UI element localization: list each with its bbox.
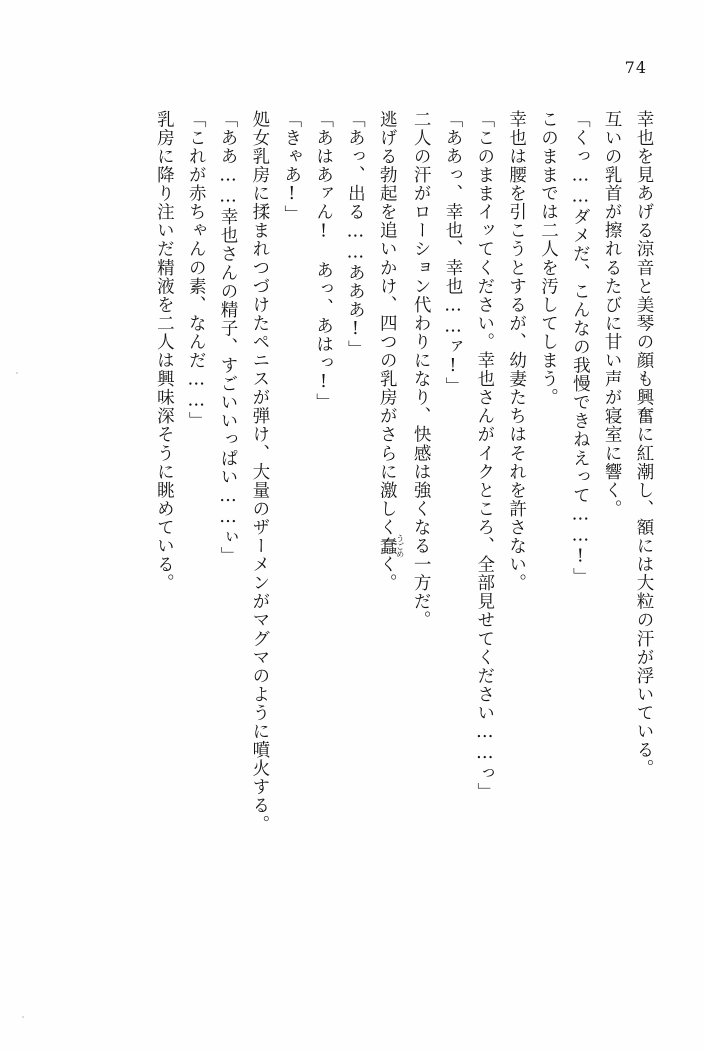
text-line: 幸也は腰を引こうとするが、幼妻たちはそれを許さない。 <box>506 110 527 593</box>
text-line: 逃げる勃起を追いかけ、四つの乳房がさらに激しく蠢うごめく。 <box>377 110 405 593</box>
paper-speck <box>16 372 18 374</box>
vertical-text-body <box>60 110 659 980</box>
text-line: 互いの乳首が擦れるたびに甘い声が寝室に響く。 <box>602 110 623 519</box>
text-line: 「きゃあ!」 <box>281 110 302 224</box>
paper-speck <box>22 1016 24 1018</box>
ruby-annotation: 蠢うごめ <box>377 533 405 558</box>
text-line: 「このままイッてください。幸也さんがイクところ、全部見せてください……っ」 <box>474 110 495 802</box>
text-line: 「これが赤ちゃんの素、なんだ……」 <box>186 110 207 431</box>
page-number: 74 <box>624 58 647 77</box>
text-line: 処女乳房に揉まれつづけたペニスが弾け、大量のザーメンがマグマのように噴火する。 <box>249 110 270 834</box>
text-line: 二人の汗がローション代わりになり、快感は強くなる一方だ。 <box>411 110 432 630</box>
text-line: 幸也を見あげる涼音と美琴の顔も興奮に紅潮し、額には大粒の汗が浮いている。 <box>634 110 654 778</box>
text-line: このままでは二人を汚してしまう。 <box>538 110 559 407</box>
text-line: 「くっ……ダメだ、こんなの我慢できねえって……!」 <box>570 110 591 587</box>
text-line: 乳房に降り注いだ精液を二人は興味深そうに眺めている。 <box>154 110 175 593</box>
text-line: 「ああ……幸也さんの精子、すごいいっぱい……ぃ」 <box>218 110 239 566</box>
text-line: 「ああっ、幸也、幸也……ァ!」 <box>442 110 463 396</box>
text-line: 「あはあァん! あっ、あはっ!」 <box>313 110 334 412</box>
text-line: 「あっ、出る……あああ!」 <box>345 110 366 359</box>
